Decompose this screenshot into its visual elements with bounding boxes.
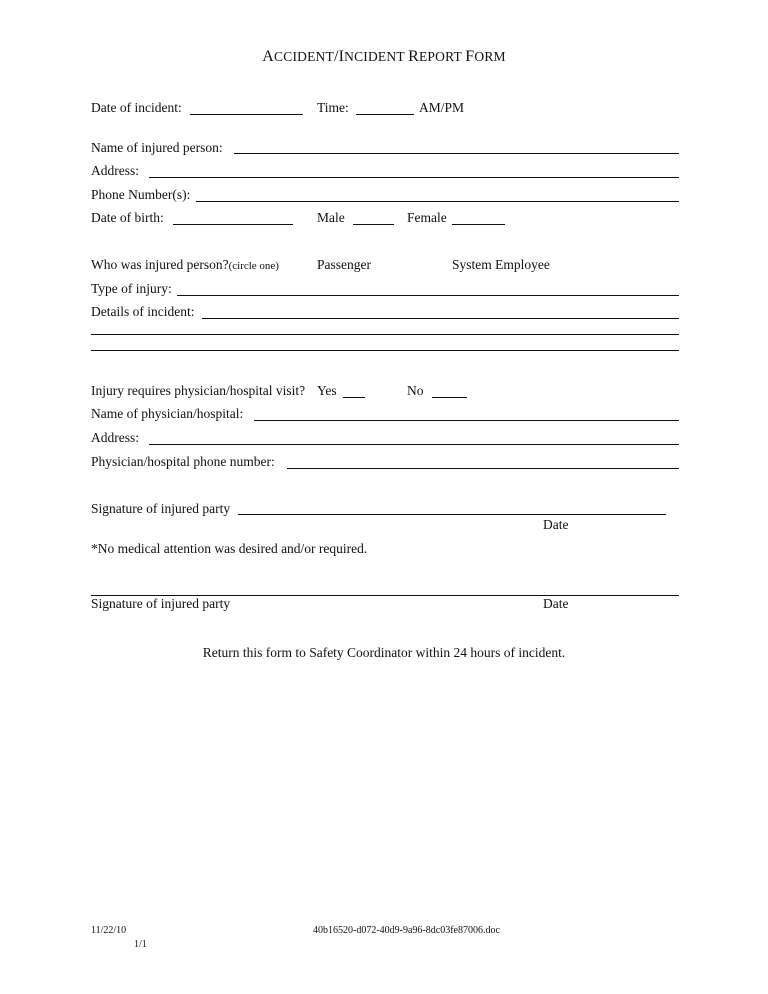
time-line[interactable] bbox=[356, 114, 414, 115]
male-line[interactable] bbox=[353, 224, 394, 225]
requires-visit-label: Injury requires physician/hospital visit? bbox=[91, 383, 306, 398]
yes-label: Yes bbox=[317, 383, 337, 398]
phone-label: Phone Number(s): bbox=[91, 187, 191, 202]
footer-page-number: 1/1 bbox=[134, 939, 147, 950]
no-label: No bbox=[407, 383, 424, 398]
passenger-option[interactable]: Passenger bbox=[317, 257, 371, 272]
name-injured-line[interactable] bbox=[234, 153, 679, 154]
details-line-1[interactable] bbox=[202, 318, 679, 319]
form-title: ACCIDENT/INCIDENT REPORT FORM bbox=[262, 48, 506, 65]
physician-phone-label: Physician/hospital phone number: bbox=[91, 454, 275, 469]
who-injured-label: Who was injured person?(circle one) bbox=[91, 257, 279, 272]
details-label: Details of incident: bbox=[91, 304, 195, 319]
physician-name-label: Name of physician/hospital: bbox=[91, 406, 244, 421]
physician-name-line[interactable] bbox=[254, 420, 679, 421]
no-line[interactable] bbox=[432, 397, 467, 398]
physician-address-line[interactable] bbox=[149, 444, 679, 445]
type-injury-label: Type of injury: bbox=[91, 281, 172, 296]
date-of-incident-label: Date of incident: bbox=[91, 100, 182, 115]
name-injured-label: Name of injured person: bbox=[91, 140, 223, 155]
physician-address-label: Address: bbox=[91, 430, 139, 445]
physician-phone-line[interactable] bbox=[287, 468, 679, 469]
phone-line[interactable] bbox=[196, 201, 679, 202]
male-label: Male bbox=[317, 210, 345, 225]
female-label: Female bbox=[407, 210, 447, 225]
date-of-incident-line[interactable] bbox=[190, 114, 303, 115]
no-medical-note: *No medical attention was desired and/or required. bbox=[91, 541, 368, 556]
details-line-2[interactable] bbox=[91, 334, 679, 335]
dob-line[interactable] bbox=[173, 224, 293, 225]
details-line-3[interactable] bbox=[91, 350, 679, 351]
signature-1-label: Signature of injured party bbox=[91, 501, 231, 516]
time-label: Time: bbox=[317, 100, 349, 115]
address-label: Address: bbox=[91, 163, 139, 178]
type-injury-line[interactable] bbox=[177, 295, 679, 296]
system-employee-option[interactable]: System Employee bbox=[452, 257, 550, 272]
signature-2-label: Signature of injured party bbox=[91, 596, 231, 611]
address-line[interactable] bbox=[149, 177, 679, 178]
am-pm-label: AM/PM bbox=[419, 100, 465, 115]
date-1-label: Date bbox=[543, 517, 569, 532]
dob-label: Date of birth: bbox=[91, 210, 164, 225]
female-line[interactable] bbox=[452, 224, 505, 225]
yes-line[interactable] bbox=[343, 397, 365, 398]
date-2-label: Date bbox=[543, 596, 569, 611]
return-instruction: Return this form to Safety Coordinator within 24 hours of incident. bbox=[202, 645, 566, 660]
footer-date: 11/22/10 bbox=[91, 925, 127, 936]
footer-filename: 40b16520-d072-40d9-9a96-8dc03fe87006.doc bbox=[313, 925, 500, 936]
signature-1-line[interactable] bbox=[238, 514, 666, 515]
